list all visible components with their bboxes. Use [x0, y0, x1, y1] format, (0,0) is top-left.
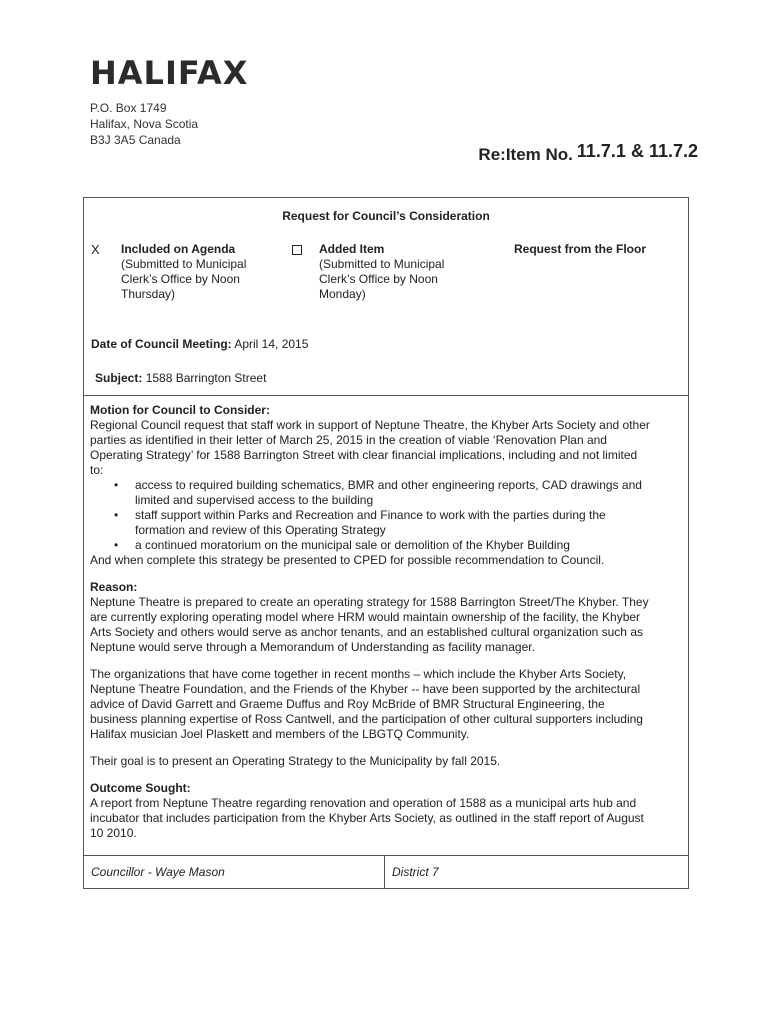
- bullet-line: access to required building schematics, BMR and other engineering reports, CAD drawings and: [135, 478, 642, 492]
- outcome-line: 10 2010.: [90, 826, 137, 840]
- bullet-icon: •: [114, 508, 119, 522]
- council-request-form: [83, 197, 689, 889]
- included-mark: X: [91, 242, 100, 257]
- added-note-line: (Submitted to Municipal: [319, 257, 445, 271]
- included-label: Included on Agenda: [121, 242, 236, 256]
- motion-reason-section: [84, 396, 688, 855]
- motion-line: to:: [90, 463, 104, 477]
- added-label: Added Item: [319, 242, 385, 256]
- included-note-line: (Submitted to Municipal: [121, 257, 247, 271]
- council-meeting-date: [91, 337, 308, 351]
- bullet-icon: •: [114, 538, 119, 552]
- councillor-name: Councillor - Waye Mason: [84, 856, 385, 888]
- date-label: Date of Council Meeting:: [91, 337, 232, 351]
- bullet-line: a continued moratorium on the municipal sale or demolition of the Khyber Building: [135, 538, 570, 552]
- outcome-heading: Outcome Sought:: [90, 781, 191, 795]
- reason-line: The organizations that have come together in recent months – which include the Khyber Arts Society,: [90, 667, 627, 681]
- reason-line: Neptune would serve through a Memorandum of Understanding as facility manager.: [90, 640, 535, 654]
- item-numbers: 11.7.1 & 11.7.2: [576, 141, 698, 161]
- motion-closing: And when complete this strategy be presented to CPED for possible recommendation to Council.: [90, 553, 605, 567]
- re-item-label: Re:Item No.: [478, 145, 573, 164]
- subject: [95, 371, 266, 385]
- added-note-line: Clerk’s Office by Noon: [319, 272, 438, 286]
- motion-line: Regional Council request that staff work in support of Neptune Theatre, the Khyber Arts Society and other: [90, 418, 650, 432]
- request-section: [84, 198, 688, 396]
- motion-bullets: [90, 478, 682, 553]
- bullet-item: [90, 538, 682, 553]
- reason-line: are currently exploring operating model where HRM would maintain ownership of the facility, the Khyber: [90, 610, 641, 624]
- signature-row: [84, 855, 688, 888]
- added-item-option: [319, 242, 444, 302]
- request-from-floor-option: [514, 242, 646, 257]
- reason-line: business planning expertise of Ross Cantwell, and the participation of other cultural supporters including: [90, 712, 643, 726]
- reason-goal: Their goal is to present an Operating Strategy to the Municipality by fall 2015.: [90, 754, 501, 768]
- reason-line: advice of David Garrett and Graeme Duffus and Roy McBride of BMR Structural Engineering, the: [90, 697, 605, 711]
- reason-line: Arts Society and others would serve as anchor tenants, and an established cultural organization such as: [90, 625, 643, 639]
- bullet-icon: •: [114, 478, 119, 492]
- address-line: Halifax, Nova Scotia: [90, 117, 199, 131]
- reason-line: Neptune Theatre is prepared to create an operating strategy for 1588 Barrington Street/The Khyber. They: [90, 595, 649, 609]
- included-note-line: Thursday): [121, 287, 176, 301]
- motion-line: parties as identified in their letter of March 25, 2015 in the creation of viable ‘Renovation Plan and: [90, 433, 607, 447]
- included-on-agenda-option: [121, 242, 246, 302]
- reason-heading: Reason:: [90, 580, 138, 594]
- bullet-line: limited and supervised access to the building: [135, 493, 374, 507]
- floor-label: Request from the Floor: [514, 242, 647, 256]
- item-number-heading: [478, 141, 698, 165]
- outcome-line: incubator that includes participation from the Khyber Arts Society, as outlined in the staff report of August: [90, 811, 644, 825]
- district: District 7: [392, 865, 439, 879]
- bullet-item: [90, 508, 682, 538]
- bullet-item: [90, 478, 682, 508]
- added-note-line: Monday): [319, 287, 366, 301]
- included-note-line: Clerk’s Office by Noon: [121, 272, 240, 286]
- address-line: P.O. Box 1749: [90, 101, 167, 115]
- outcome-line: A report from Neptune Theatre regarding renovation and operation of 1588 as a municipal arts hub and: [90, 796, 637, 810]
- subject-value: 1588 Barrington Street: [145, 371, 267, 385]
- motion-heading: Motion for Council to Consider:: [90, 403, 270, 417]
- address-line: B3J 3A5 Canada: [90, 133, 181, 147]
- reason-line: Neptune Theatre Foundation, and the Friends of the Khyber -- have been supported by the architectural: [90, 682, 641, 696]
- motion-line: Operating Strategy’ for 1588 Barrington Street with clear financial implications, including and not limited: [90, 448, 638, 462]
- reason-line: Halifax musician Joel Plaskett and members of the LBGTQ Community.: [90, 727, 470, 741]
- request-title: Request for Council’s Consideration: [282, 209, 490, 223]
- subject-label: Subject:: [95, 371, 143, 385]
- halifax-logo: HALIFAX: [90, 54, 249, 92]
- added-item-checkbox: [292, 245, 302, 255]
- bullet-line: staff support within Parks and Recreation and Finance to work with the parties during the: [135, 508, 606, 522]
- mailing-address: [90, 100, 198, 148]
- bullet-line: formation and review of this Operating Strategy: [135, 523, 386, 537]
- date-value: April 14, 2015: [234, 337, 309, 351]
